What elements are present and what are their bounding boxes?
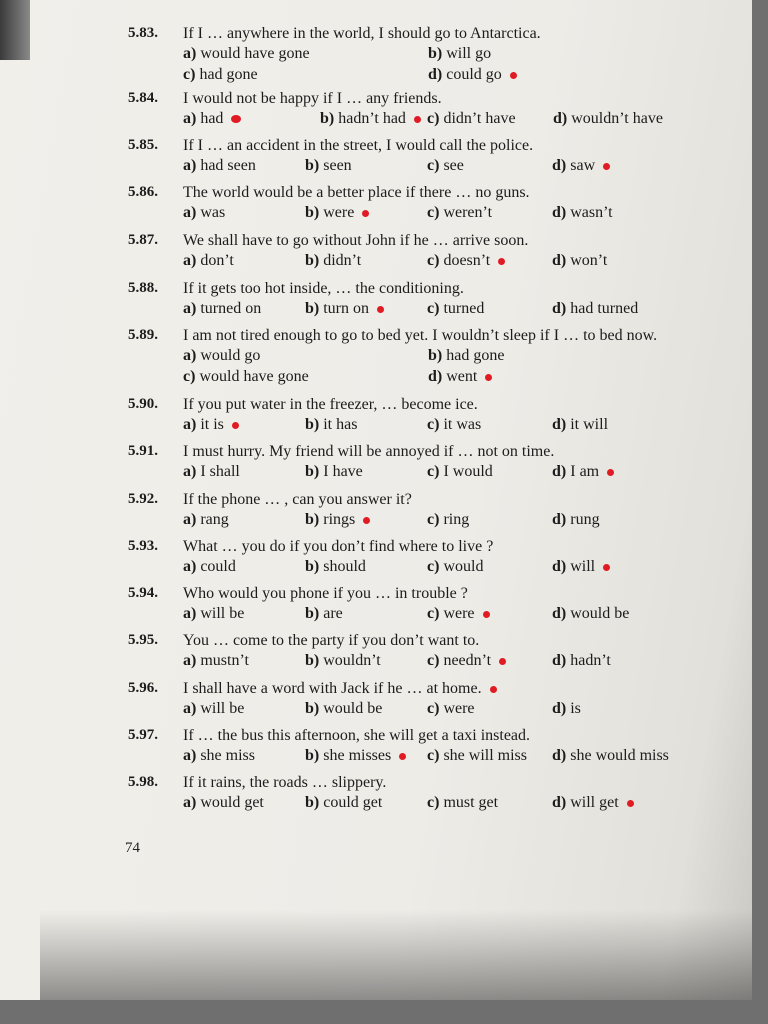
option-letter: c) <box>427 110 440 127</box>
option-text: won’t <box>570 252 608 269</box>
option-letter: c) <box>427 605 440 622</box>
answer-option[interactable] <box>183 252 234 270</box>
answer-option[interactable] <box>427 605 490 623</box>
question-stem <box>183 538 493 556</box>
option-text: would be <box>570 605 630 622</box>
answer-option[interactable] <box>552 300 638 318</box>
question-stem-text: I shall have a word with Jack if he … at home. <box>183 680 482 697</box>
question-stem-text: If I … an accident in the street, I would call the police. <box>183 137 534 154</box>
answer-option[interactable] <box>183 700 244 718</box>
option-letter: d) <box>552 747 567 764</box>
option-text: didn’t have <box>443 110 516 127</box>
answer-option[interactable] <box>427 700 475 718</box>
option-text: had gone <box>199 66 258 83</box>
answer-option[interactable] <box>305 700 382 718</box>
option-letter: d) <box>552 252 567 269</box>
option-letter: b) <box>305 794 320 811</box>
option-letter: d) <box>552 794 567 811</box>
option-letter: d) <box>552 204 567 221</box>
option-text: are <box>323 605 343 622</box>
option-text: hadn’t had <box>338 110 406 127</box>
option-letter: b) <box>305 204 320 221</box>
option-text: doesn’t <box>443 252 491 269</box>
question-stem-text: If the phone … , can you answer it? <box>183 491 412 508</box>
question-stem <box>183 137 533 155</box>
option-letter: a) <box>183 252 197 269</box>
option-text: she miss <box>200 747 255 764</box>
red-answer-mark <box>483 611 490 618</box>
option-letter: c) <box>427 463 440 480</box>
question-stem-text: What … you do if you don’t find where to live ? <box>183 538 494 555</box>
red-answer-mark <box>377 306 384 313</box>
answer-option[interactable] <box>552 794 634 812</box>
option-letter: a) <box>183 700 197 717</box>
question-number: 5.89. <box>128 327 158 343</box>
option-letter: d) <box>552 511 567 528</box>
answer-option[interactable] <box>305 558 366 576</box>
option-letter: d) <box>552 700 567 717</box>
option-letter: c) <box>427 794 440 811</box>
option-letter: a) <box>183 110 197 127</box>
question-number: 5.85. <box>128 137 158 153</box>
option-text: I have <box>323 463 363 480</box>
question-stem <box>183 774 386 792</box>
option-letter: c) <box>427 511 440 528</box>
option-text: were <box>443 700 475 717</box>
answer-option[interactable] <box>427 157 464 175</box>
answer-option[interactable] <box>183 66 258 84</box>
option-letter: c) <box>427 252 440 269</box>
option-letter: d) <box>552 300 567 317</box>
option-text: it was <box>443 416 482 433</box>
answer-option[interactable] <box>305 605 343 623</box>
answer-option[interactable] <box>305 747 406 765</box>
answer-option[interactable] <box>427 204 492 222</box>
option-letter: a) <box>183 300 197 317</box>
option-letter: a) <box>183 416 197 433</box>
option-text: will be <box>200 700 245 717</box>
answer-option[interactable] <box>552 747 669 765</box>
answer-option[interactable] <box>552 700 581 718</box>
answer-option[interactable] <box>305 511 370 529</box>
option-text: should <box>323 558 366 575</box>
option-text: turned <box>443 300 485 317</box>
answer-option[interactable] <box>552 252 607 270</box>
question-stem <box>183 232 528 250</box>
option-text: needn’t <box>443 652 492 669</box>
answer-option[interactable] <box>183 416 239 434</box>
question-stem-text: I would not be happy if I … any friends. <box>183 90 442 107</box>
question-stem-text: I am not tired enough to go to bed yet. I wouldn’t sleep if I … to bed now. <box>183 327 658 344</box>
option-text: would have gone <box>199 368 309 385</box>
answer-option[interactable] <box>427 300 484 318</box>
answer-option[interactable] <box>427 110 516 128</box>
option-text: rings <box>323 511 356 528</box>
question-number: 5.87. <box>128 232 158 248</box>
answer-option[interactable] <box>183 747 255 765</box>
option-text: had turned <box>570 300 639 317</box>
answer-option[interactable] <box>183 794 264 812</box>
option-text: I am <box>570 463 600 480</box>
question-stem <box>183 396 478 414</box>
option-letter: b) <box>428 347 443 364</box>
question-stem <box>183 680 497 698</box>
question-number: 5.91. <box>128 443 158 459</box>
answer-option[interactable] <box>305 204 369 222</box>
option-letter: d) <box>552 605 567 622</box>
question-number: 5.95. <box>128 632 158 648</box>
answer-option[interactable] <box>183 558 236 576</box>
option-letter: b) <box>305 700 320 717</box>
question-stem <box>183 443 554 461</box>
red-answer-mark <box>627 800 634 807</box>
question-number: 5.90. <box>128 396 158 412</box>
answer-option[interactable] <box>552 157 610 175</box>
question-stem-text: If it rains, the roads … slippery. <box>183 774 387 791</box>
question-stem <box>183 90 442 108</box>
option-letter: c) <box>427 300 440 317</box>
option-text: she misses <box>323 747 392 764</box>
question-number: 5.94. <box>128 585 158 601</box>
question-stem-text: Who would you phone if you … in trouble ? <box>183 585 468 602</box>
question-number: 5.98. <box>128 774 158 790</box>
question-number: 5.83. <box>128 25 158 41</box>
answer-option[interactable] <box>183 463 240 481</box>
answer-option[interactable] <box>183 110 241 128</box>
answer-option[interactable] <box>427 511 469 529</box>
option-letter: a) <box>183 794 197 811</box>
answer-option[interactable] <box>183 204 225 222</box>
question-stem <box>183 491 412 509</box>
option-text: had gone <box>446 347 505 364</box>
option-text: were <box>443 605 475 622</box>
option-text: weren’t <box>443 204 493 221</box>
option-letter: a) <box>183 511 197 528</box>
option-text: she would miss <box>570 747 669 764</box>
option-letter: b) <box>305 300 320 317</box>
option-letter: b) <box>305 416 320 433</box>
option-text: rung <box>570 511 600 528</box>
answer-option[interactable] <box>553 110 663 128</box>
option-text: were <box>323 204 355 221</box>
option-letter: b) <box>305 511 320 528</box>
question-number: 5.84. <box>128 90 158 106</box>
option-letter: c) <box>183 368 196 385</box>
question-stem <box>183 280 464 298</box>
answer-option[interactable] <box>305 416 357 434</box>
answer-option[interactable] <box>427 558 483 576</box>
option-letter: a) <box>183 204 197 221</box>
answer-option[interactable] <box>427 416 481 434</box>
option-letter: b) <box>305 558 320 575</box>
option-text: wouldn’t have <box>571 110 663 127</box>
option-text: mustn’t <box>200 652 249 669</box>
option-text: it will <box>570 416 609 433</box>
option-letter: c) <box>427 157 440 174</box>
option-letter: b) <box>305 463 320 480</box>
answer-option[interactable] <box>183 347 260 365</box>
option-letter: a) <box>183 605 197 622</box>
option-letter: c) <box>427 700 440 717</box>
option-text: see <box>443 157 464 174</box>
answer-option[interactable] <box>552 204 613 222</box>
red-answer-mark <box>510 72 517 79</box>
question-number: 5.86. <box>128 184 158 200</box>
option-text: could get <box>323 794 383 811</box>
answer-option[interactable] <box>305 794 382 812</box>
option-text: it has <box>323 416 358 433</box>
question-stem-text: If … the bus this afternoon, she will get a taxi instead. <box>183 727 531 744</box>
option-letter: d) <box>552 463 567 480</box>
answer-option[interactable] <box>183 45 310 63</box>
option-letter: c) <box>427 204 440 221</box>
question-stem <box>183 25 541 43</box>
option-text: hadn’t <box>570 652 611 669</box>
question-stem-text: The world would be a better place if there … no guns. <box>183 184 530 201</box>
option-text: could <box>200 558 236 575</box>
page-curl-shadow <box>40 910 752 1000</box>
option-text: wouldn’t <box>323 652 381 669</box>
question-number: 5.93. <box>128 538 158 554</box>
option-text: would <box>443 558 484 575</box>
answer-option[interactable] <box>183 368 309 386</box>
red-answer-mark <box>499 658 506 665</box>
answer-option[interactable] <box>427 652 506 670</box>
option-text: will get <box>570 794 619 811</box>
option-text: would have gone <box>200 45 310 62</box>
question-stem <box>183 727 530 745</box>
option-text: rang <box>200 511 229 528</box>
option-text: will <box>570 558 596 575</box>
question-number: 5.92. <box>128 491 158 507</box>
option-text: didn’t <box>323 252 362 269</box>
answer-option[interactable] <box>183 605 244 623</box>
option-text: would get <box>200 794 264 811</box>
page-binding-shadow <box>0 0 30 60</box>
question-stem <box>183 184 530 202</box>
red-answer-mark <box>399 753 406 760</box>
option-letter: d) <box>552 558 567 575</box>
question-number: 5.88. <box>128 280 158 296</box>
option-letter: b) <box>320 110 335 127</box>
answer-option[interactable] <box>183 511 229 529</box>
option-text: it is <box>200 416 224 433</box>
option-letter: a) <box>183 45 197 62</box>
option-text: must get <box>443 794 499 811</box>
red-answer-mark <box>603 163 610 170</box>
question-stem-text: If I … anywhere in the world, I should go to Antarctica. <box>183 25 541 42</box>
answer-option[interactable] <box>552 416 608 434</box>
option-letter: b) <box>305 747 320 764</box>
option-text: she will miss <box>443 747 527 764</box>
red-answer-mark <box>607 469 614 476</box>
option-letter: a) <box>183 463 197 480</box>
answer-option[interactable] <box>428 347 504 365</box>
option-letter: b) <box>305 252 320 269</box>
option-text: ring <box>443 511 470 528</box>
answer-option[interactable] <box>552 652 611 670</box>
answer-option[interactable] <box>305 463 363 481</box>
question-number: 5.96. <box>128 680 158 696</box>
option-letter: c) <box>427 416 440 433</box>
option-letter: a) <box>183 157 197 174</box>
page-number: 74 <box>125 840 140 856</box>
question-stem-text: You … come to the party if you don’t want to. <box>183 632 480 649</box>
red-answer-mark <box>498 258 505 265</box>
option-letter: a) <box>183 747 197 764</box>
red-answer-mark <box>490 686 497 693</box>
option-letter: a) <box>183 347 197 364</box>
question-stem-text: We shall have to go without John if he … arrive soon. <box>183 232 529 249</box>
answer-option[interactable] <box>427 463 493 481</box>
answer-option[interactable] <box>428 45 491 63</box>
option-text: turn on <box>323 300 370 317</box>
option-letter: b) <box>305 157 320 174</box>
option-text: had <box>200 110 224 127</box>
option-text: I shall <box>200 463 240 480</box>
option-text: seen <box>323 157 352 174</box>
option-text: will go <box>446 45 492 62</box>
answer-option[interactable] <box>427 252 505 270</box>
answer-option[interactable] <box>183 157 256 175</box>
red-answer-mark <box>362 210 369 217</box>
red-answer-mark <box>231 115 241 123</box>
option-letter: a) <box>183 652 197 669</box>
question-stem-text: I must hurry. My friend will be annoyed if … not on time. <box>183 443 555 460</box>
option-text: went <box>446 368 478 385</box>
answer-option[interactable] <box>183 652 249 670</box>
red-answer-mark <box>485 374 492 381</box>
answer-option[interactable] <box>428 368 492 386</box>
question-stem-text: If it gets too hot inside, … the conditioning. <box>183 280 464 297</box>
option-text: will be <box>200 605 245 622</box>
option-text: would go <box>200 347 261 364</box>
red-answer-mark <box>414 116 421 123</box>
red-answer-mark <box>232 422 239 429</box>
answer-option[interactable] <box>552 463 614 481</box>
answer-option[interactable] <box>428 66 517 84</box>
option-letter: c) <box>427 747 440 764</box>
answer-option[interactable] <box>305 157 352 175</box>
option-letter: b) <box>305 605 320 622</box>
question-stem-text: If you put water in the freezer, … become ice. <box>183 396 478 413</box>
option-text: turned on <box>200 300 262 317</box>
option-text: wasn’t <box>570 204 613 221</box>
option-text: would be <box>323 700 383 717</box>
answer-option[interactable] <box>305 300 384 318</box>
option-text: saw <box>570 157 596 174</box>
answer-option[interactable] <box>305 652 381 670</box>
answer-option[interactable] <box>427 794 498 812</box>
question-stem <box>183 585 468 603</box>
question-number: 5.97. <box>128 727 158 743</box>
option-letter: d) <box>428 66 443 83</box>
question-stem <box>183 632 479 650</box>
option-text: was <box>200 204 226 221</box>
option-text: is <box>570 700 581 717</box>
option-letter: c) <box>427 652 440 669</box>
answer-option[interactable] <box>183 300 261 318</box>
option-letter: a) <box>183 558 197 575</box>
answer-option[interactable] <box>552 558 610 576</box>
answer-option[interactable] <box>320 110 421 128</box>
option-letter: d) <box>552 157 567 174</box>
option-text: could go <box>446 66 502 83</box>
question-stem <box>183 327 657 345</box>
option-letter: d) <box>552 416 567 433</box>
answer-option[interactable] <box>427 747 527 765</box>
answer-option[interactable] <box>552 511 600 529</box>
option-letter: b) <box>428 45 443 62</box>
option-letter: d) <box>553 110 568 127</box>
option-letter: d) <box>552 652 567 669</box>
option-letter: c) <box>427 558 440 575</box>
red-answer-mark <box>363 517 370 524</box>
answer-option[interactable] <box>552 605 629 623</box>
option-text: I would <box>443 463 493 480</box>
answer-option[interactable] <box>305 252 361 270</box>
option-text: don’t <box>200 252 234 269</box>
option-letter: b) <box>305 652 320 669</box>
option-text: had seen <box>200 157 256 174</box>
option-letter: d) <box>428 368 443 385</box>
red-answer-mark <box>603 564 610 571</box>
option-letter: c) <box>183 66 196 83</box>
